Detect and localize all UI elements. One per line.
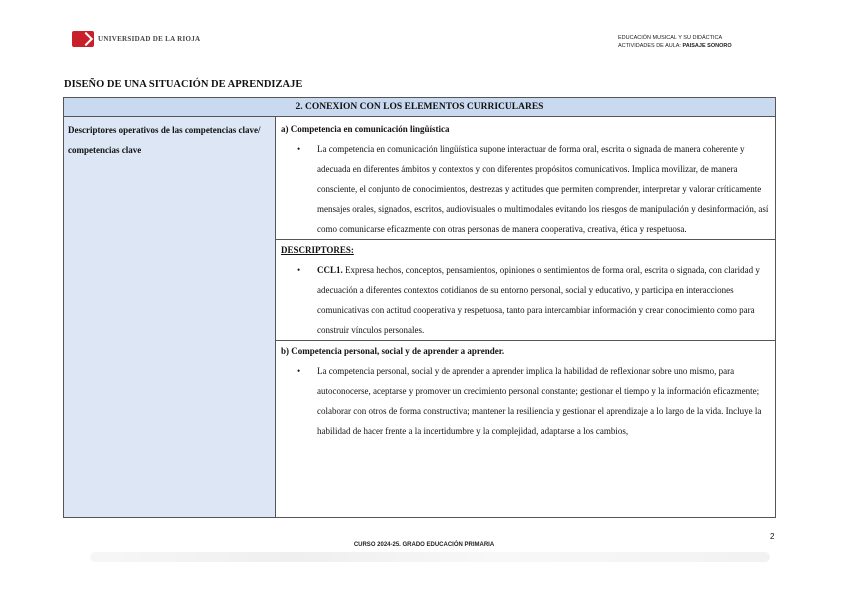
left-label: Descriptores operativos de las competencias clave/ competencias clave [64,117,276,518]
bullet-icon: • [297,144,301,154]
competence-a-title: a) Competencia en comunicación lingüística [281,124,450,134]
university-logo [72,31,200,47]
activity-line [618,42,732,50]
course-header [618,34,732,50]
activity-prefix: ACTIVIDADES DE AULA: [618,43,683,49]
competence-a-text [297,139,771,239]
activity-name: PAISAJE SONORO [682,43,732,49]
bullet-icon: • [297,265,301,275]
university-logo-icon [72,31,94,47]
course-name: EDUCACIÓN MUSICAL Y SU DIDÁCTICA [618,35,723,41]
ccl1-code: CCL1. [317,265,343,275]
ccl1-item [297,260,771,340]
ccl1-text: Expresa hechos, conceptos, pensamientos, opiniones o sentimientos de forma oral, escrita o signada, con claridad y adecuación a diferentes contextos cotidianos de su entorno personal, social y educativo, y participa en interacciones comunicativas con actitud cooperativa y respetuosa, tanto para intercambiar información y crear conocimiento como para construir vínculos personales. [317,265,760,335]
footer-decoration [90,552,770,562]
university-name: UNIVERSIDAD DE LA RIOJA [98,35,201,43]
competence-b-body: La competencia personal, social y de aprender a aprender implica la habilidad de reflexionar sobre uno mismo, para autoconocerse, aceptarse y promover un crecimiento personal constante; gestionar el tiempo y la información eficazmente; colaborar con otros de forma constructiva; mantener la resiliencia y gestionar el aprendizaje a lo largo de la vida. Incluye la habilidad de hacer frente a la incertidumbre y la complejidad, adaptarse a los cambios, [317,366,762,436]
competence-b-text [297,361,771,441]
curricular-table [63,97,776,518]
page-number: 2 [770,532,775,541]
competence-a-body: La competencia en comunicación lingüística supone interactuar de forma oral, escrita o signada de manera coherente y adecuada en diferentes ámbitos y contextos y con diferentes propósitos comunicativos. Implica movilizar, de manera consciente, el conjunto de conocimientos, destrezas y actitudes que permiten comprender, interpretar y valorar críticamente mensajes orales, signados, escritos, audiovisuales o multimodales evitando los riesgos de manipulación y desinformación, así como comunicarse eficazmente con otras personas de manera cooperativa, creativa, ética y respetuosa. [317,144,769,234]
table-heading: 2. CONEXION CON LOS ELEMENTOS CURRICULARES [64,98,776,117]
footer-text: CURSO 2024-25. GRADO EDUCACIÓN PRIMARIA [353,542,495,548]
section-title: DISEÑO DE UNA SITUACIÓN DE APRENDIZAJE [64,79,303,90]
bullet-icon: • [297,366,301,376]
right-content [276,117,776,518]
descriptors-title: DESCRIPTORES: [276,239,775,260]
competence-b-title: b) Competencia personal, social y de aprender a aprender. [276,340,775,361]
